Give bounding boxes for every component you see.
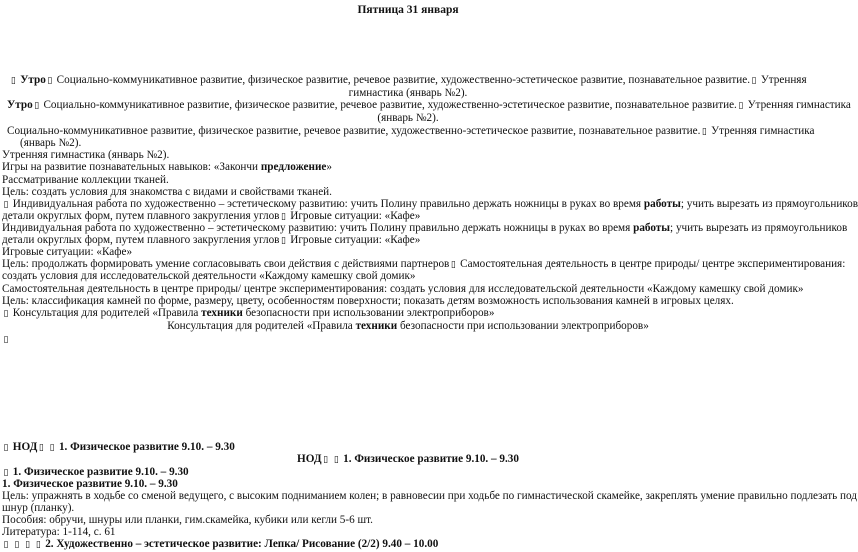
missing-glyph-icon: ▯ [3, 309, 9, 319]
missing-glyph-icon: ▯ [450, 260, 456, 270]
missing-glyph-icon: ▯ [49, 443, 55, 453]
missing-glyph-icon: ▯ [3, 335, 9, 345]
morning-areas: Социально-коммуникативное развитие, физическое развитие, речевое развитие, художественно-эстетическое развитие, познавательное развитие. [43, 99, 737, 111]
morning-areas: Социально-коммуникативное развитие, физическое развитие, речевое развитие, художественно-эстетическое развитие, познавательное развитие. [7, 125, 701, 137]
review-line: Рассматривание коллекции тканей. [2, 174, 169, 186]
consult-bold: техники [201, 307, 243, 319]
missing-glyph-icon: ▯ [10, 76, 16, 86]
individual-line2: детали округлых форм, путем плавного закругления углов [2, 210, 280, 222]
individual-line2b: Игровые ситуации: «Кафе» [290, 210, 421, 222]
missing-glyph-icon: ▯ [333, 455, 339, 465]
individual-line2: детали округлых форм, путем плавного закругления углов [2, 234, 280, 246]
individual-bold: работы [643, 198, 681, 210]
morning-tail: Утренняя гимнастика [747, 99, 851, 111]
missing-glyph-icon: ▯ [25, 540, 31, 550]
consult-text: Консультация для родителей «Правила [167, 320, 353, 332]
missing-glyph-icon: ▯ [280, 212, 286, 222]
morning-block-3 [7, 125, 814, 139]
game-bold: предложение [260, 161, 327, 173]
game-text: Игры на развитие познавательных навыков: «Закончи [2, 161, 259, 173]
literature-line: Литература: 1-114, с. 61 [2, 526, 116, 538]
morning-block-2-line2: (январь №2). [377, 112, 439, 124]
morning-block-3-line2: (январь №2). [20, 137, 82, 149]
goal2-text: Цель: продолжать формировать умение согласовывать свои действия с действиями партнеров [2, 258, 450, 270]
goal4-line: Цель: упражнять в ходьбе со сменой ведущего, с высоким подниманием колен; в равновесии при ходьбе по гимнастической скамейке, закреплять умение правильно подлезать под [2, 490, 857, 502]
games-line: Игровые ситуации: «Кафе» [2, 246, 133, 258]
individual-text: Индивидуальная работа по художественно – эстетическому развитию: учить Полину правильно держать ножницы в руках во время [2, 222, 631, 234]
morning-areas: Социально-коммуникативное развитие, физическое развитие, речевое развитие, художественно-эстетическое развитие, познавательное развитие. [56, 74, 751, 86]
consult-text-end: безопасности при использовании электроприборов» [399, 320, 649, 332]
missing-glyph-icon: ▯ [701, 127, 707, 137]
independent-line: Самостоятельная деятельность в центре природы/ центре экспериментирования: создать условия для исследовательской деятельности «Каждому камешку свой домик» [2, 283, 804, 295]
nod-text: 1. Физическое развитие 9.10. – 9.30 [58, 441, 235, 453]
consult-line-2 [0, 320, 816, 333]
game-line [2, 161, 332, 174]
missing-glyph-icon: ▯ [35, 540, 41, 550]
missing-glyph-icon: ▯ [738, 101, 744, 111]
aids-line: Пособия: обручи, шнуры или планки, гим.скамейка, кубики или кегли 5-6 шт. [2, 514, 373, 526]
morning-block-1-line2: гимнастика (январь №2). [348, 87, 468, 99]
missing-glyph-icon: ▯ [34, 101, 40, 111]
individual-bold: работы [633, 222, 671, 234]
missing-glyph-icon: ▯ [323, 455, 329, 465]
goal3-line: Цель: классификация камней по форме, размеру, цвету, особенностям поверхности; показать детям возможность использования камней в игровых целях. [2, 295, 734, 307]
gym-line: Утренняя гимнастика (январь №2). [2, 149, 170, 161]
goal-line: Цель: создать условия для знакомства с видами и свойствами тканей. [2, 186, 332, 198]
missing-glyph-icon: ▯ [47, 76, 53, 86]
individual-line2b: Игровые ситуации: «Кафе» [290, 234, 421, 246]
missing-glyph-icon: ▯ [3, 540, 9, 550]
art-line [2, 538, 438, 552]
individual-text-end: ; учить вырезать из прямоугольников [670, 222, 848, 234]
missing-glyph-icon: ▯ [3, 200, 9, 210]
consult-text: Консультация для родителей «Правила [12, 307, 199, 319]
phys-line-2: 1. Физическое развитие 9.10. – 9.30 [2, 478, 178, 490]
consult-text-end: безопасности при использовании электроприборов» [245, 307, 495, 319]
nod-text: 1. Физическое развитие 9.10. – 9.30 [343, 453, 519, 465]
missing-glyph-icon: ▯ [3, 468, 9, 478]
nod-label: НОД [297, 453, 322, 465]
morning-tail: Утренняя гимнастика [711, 125, 815, 137]
missing-glyph-icon: ▯ [280, 236, 286, 246]
missing-glyph-icon: ▯ [751, 76, 757, 86]
morning-tail: Утренняя [760, 74, 807, 86]
missing-glyph-icon: ▯ [3, 443, 9, 453]
stray-glyph [2, 333, 10, 347]
nod-label: НОД [12, 441, 38, 453]
missing-glyph-icon: ▯ [38, 443, 44, 453]
goal4-line2: шнур (планку). [2, 502, 75, 514]
page-title: Пятница 31 января [357, 4, 459, 16]
consult-bold: техники [355, 320, 398, 332]
missing-glyph-icon: ▯ [14, 540, 20, 550]
goal2-line2: создать условия для исследовательской деятельности «Каждому камешку свой домик» [2, 270, 416, 282]
game-end: » [326, 161, 332, 173]
goal2-text-b: Самостоятельная деятельность в центре природы/ центре экспериментирования: [460, 258, 846, 270]
morning-label: Утро [7, 99, 33, 111]
art-text: 2. Художественно – эстетическое развитие: Лепка/ Рисование (2/2) 9.40 – 10.00 [45, 538, 439, 550]
individual-text-end: ; учить вырезать из прямоугольников [680, 198, 858, 210]
phys-text: 1. Физическое развитие 9.10. – 9.30 [12, 466, 189, 478]
individual-text: Индивидуальная работа по художественно – эстетическому развитию: учить Полину правильно держать ножницы в руках во время [12, 198, 642, 210]
morning-label: Утро [20, 74, 46, 86]
